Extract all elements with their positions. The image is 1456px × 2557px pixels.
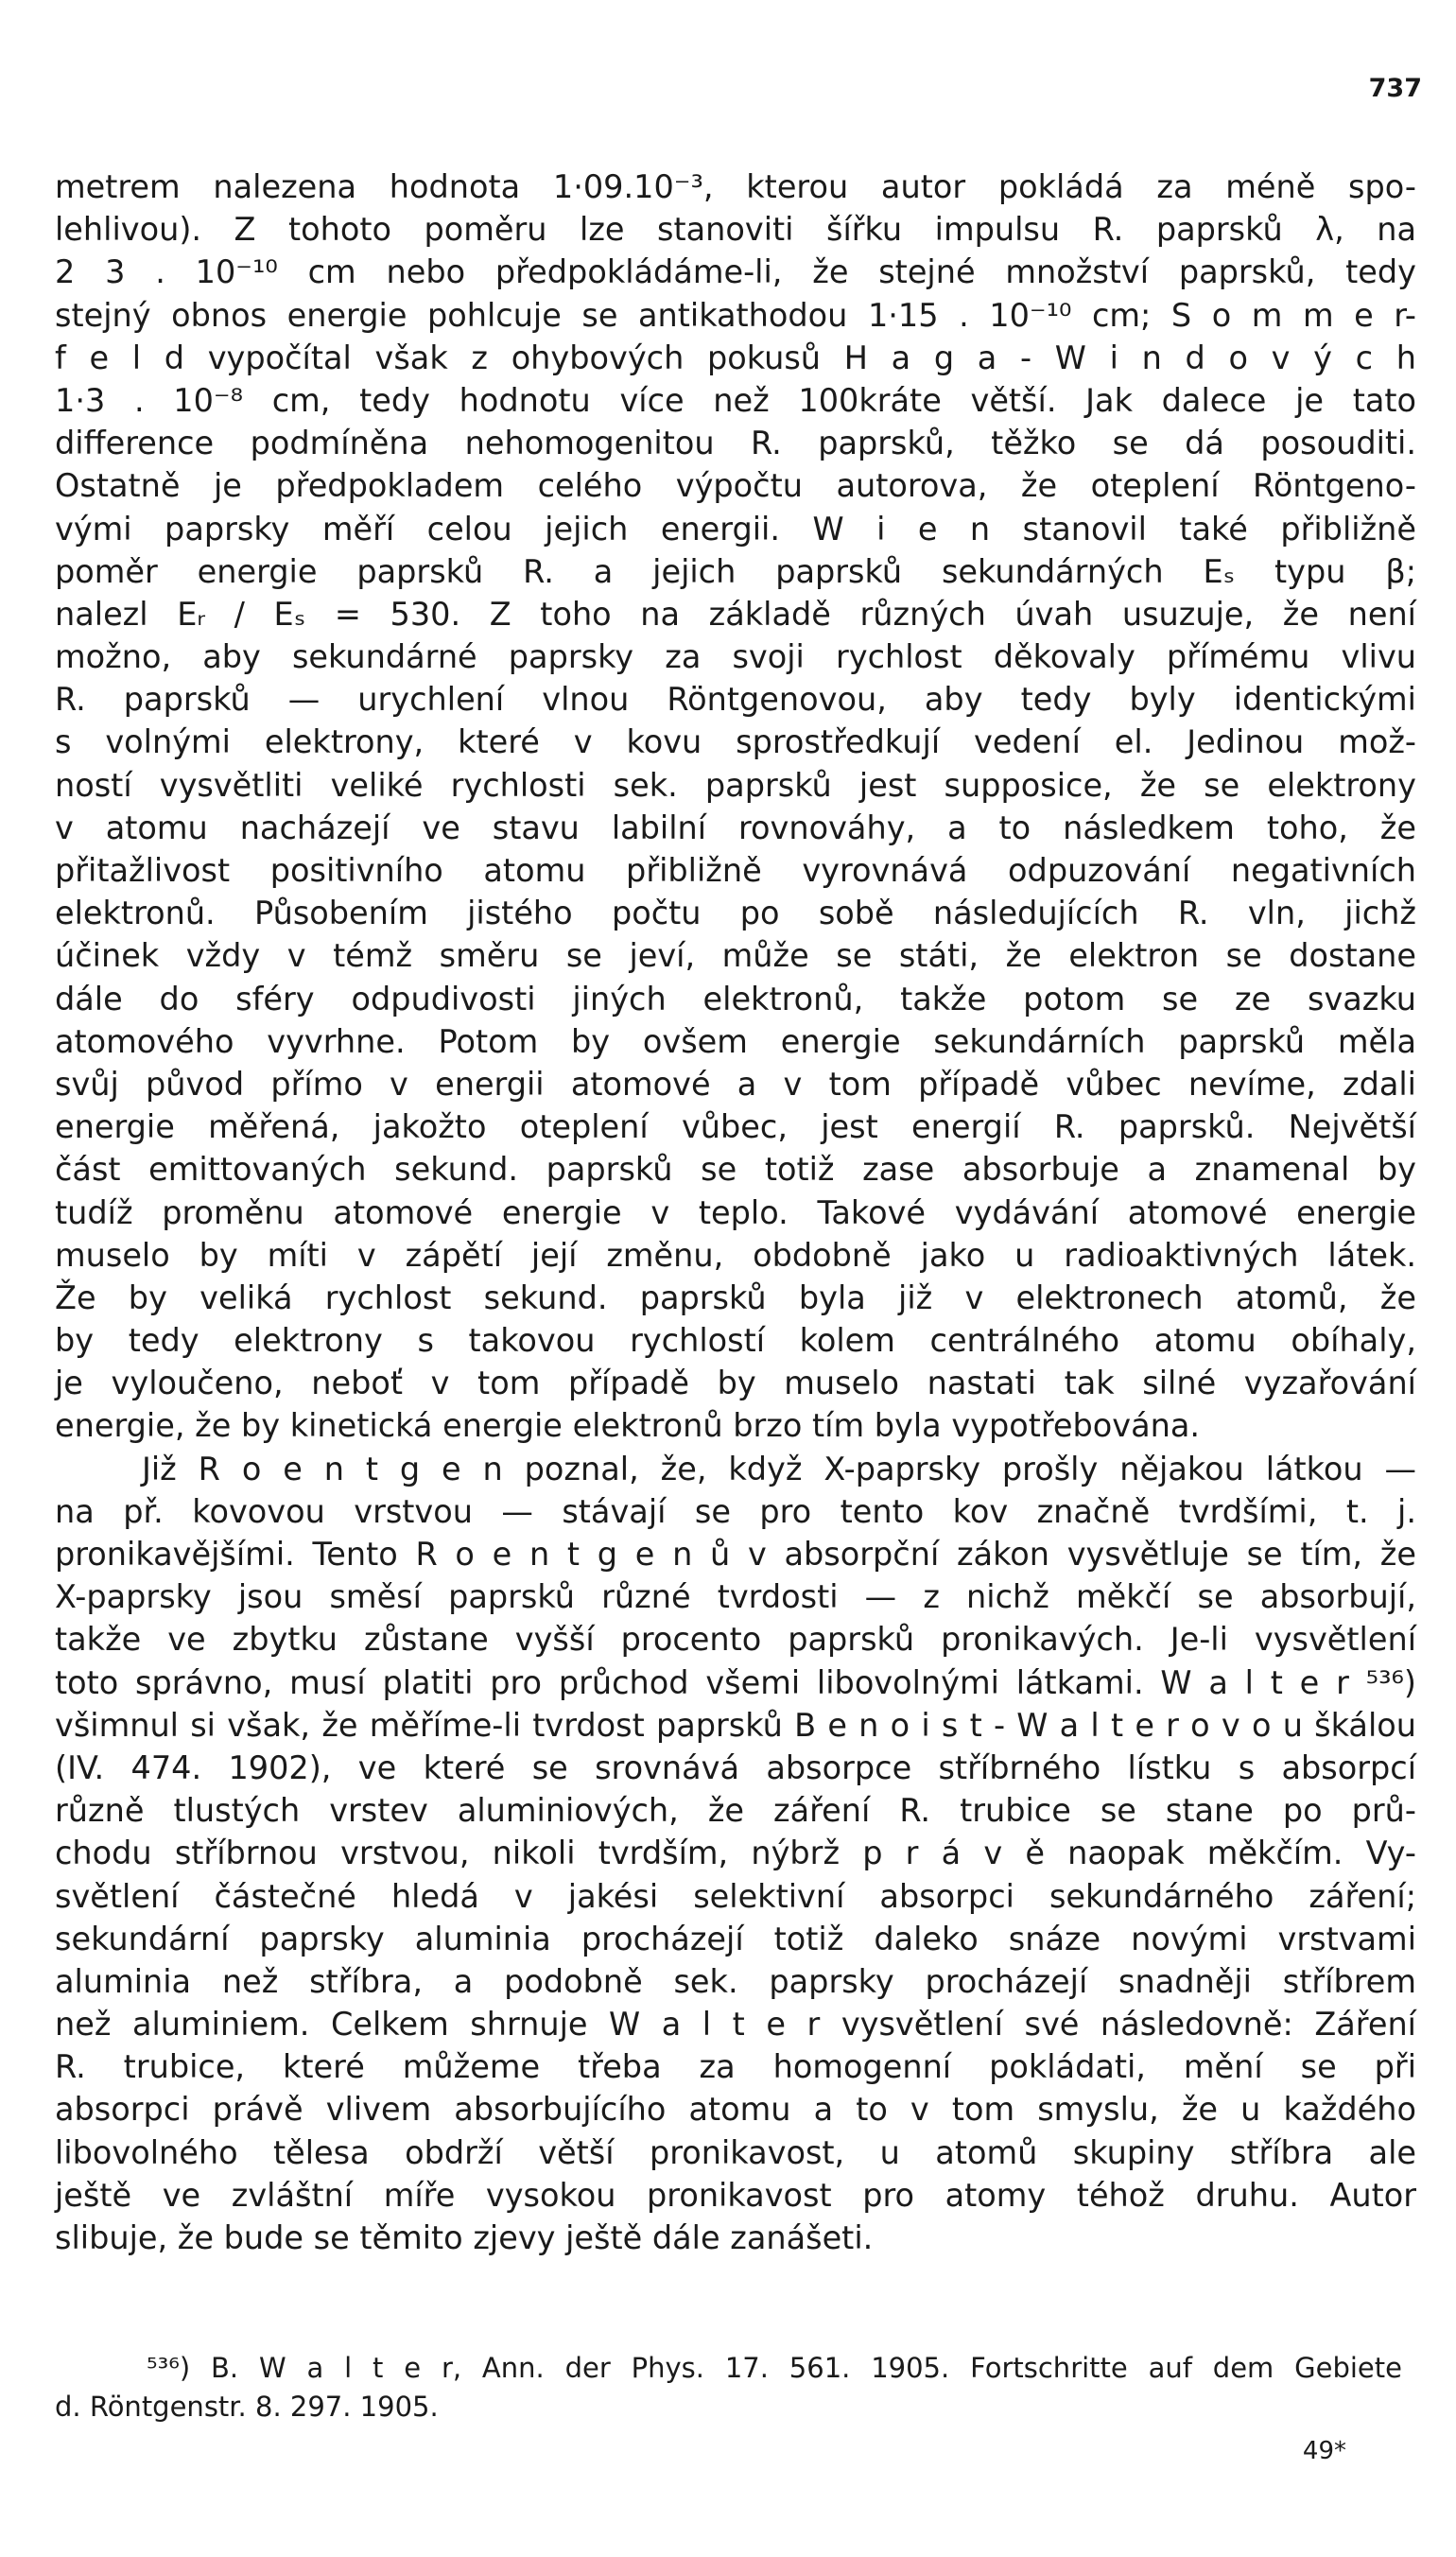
text-line: ještě ve zvláštní míře vysokou pronikavost pro atomy téhož druhu. Autor xyxy=(55,2176,1416,2214)
text-line: by tedy elektrony s takovou rychlostí kolem centrálného atomu obíhaly, xyxy=(55,1322,1416,1360)
text-line: přitažlivost positivního atomu přibližně vyrovnává odpuzování negativních xyxy=(55,852,1416,889)
printer-signature: 49* xyxy=(1302,2437,1346,2465)
footnote xyxy=(55,2349,1402,2427)
text-line: Že by veliká rychlost sekund. paprsků byla již v elektronech atomů, že xyxy=(55,1278,1416,1316)
text-line: různě tlustých vrstev aluminiových, že záření R. trubice se stane po prů- xyxy=(55,1792,1416,1830)
text-line: R. paprsků — urychlení vlnou Röntgenovou, aby tedy byly identickými xyxy=(55,681,1416,719)
paragraph-2 xyxy=(55,1448,1416,2260)
page-number: 737 xyxy=(1368,74,1422,103)
text-line: toto správno, musí platiti pro průchod všemi libovolnými látkami. W a l t e r ⁵³⁶) xyxy=(55,1663,1416,1701)
text-line: R. trubice, které můžeme třeba za homogenní pokládati, mění se při xyxy=(55,2048,1416,2086)
text-line: slibuje, že bude se těmito zjevy ještě dále zanášeti. xyxy=(55,2219,874,2256)
text-line: aluminia než stříbra, a podobně sek. paprsky procházejí snadněji stříbrem xyxy=(55,1962,1416,2000)
text-line: tudíž proměnu atomové energie v teplo. Takové vydávání atomové energie xyxy=(55,1193,1416,1231)
text-line: absorpci právě vlivem absorbujícího atomu a to v tom smyslu, že u každého xyxy=(55,2091,1416,2129)
text-line: s volnými elektrony, které v kovu sprostředkují vedení el. Jedinou mož- xyxy=(55,723,1416,761)
text-line: muselo by míti v zápětí její změnu, obdobně jako u radioaktivných látek. xyxy=(55,1236,1416,1274)
text-line: lehlivou). Z tohoto poměru lze stanoviti šířku impulsu R. paprsků λ, na xyxy=(55,211,1416,249)
text-line: je vyloučeno, neboť v tom případě by muselo nastati tak silné vyzařování xyxy=(55,1365,1416,1402)
text-line: X-paprsky jsou směsí paprsků různé tvrdosti — z nichž měkčí se absorbují, xyxy=(55,1578,1416,1616)
text-line: část emittovaných sekund. paprsků se totiž zase absorbuje a znamenal by xyxy=(55,1151,1416,1189)
text-line: dále do sféry odpudivosti jiných elektronů, takže potom se ze svazku xyxy=(55,980,1416,1018)
text-line: (IV. 474. 1902), ve které se srovnává absorpce stříbrného lístku s absorpcí xyxy=(55,1748,1416,1786)
text-line: nalezl Eᵣ / Eₛ = 530. Z toho na základě různých úvah usuzuje, že není xyxy=(55,595,1416,633)
text-line: možno, aby sekundárné paprsky za svoji rychlost děkovaly přímému vlivu xyxy=(55,638,1416,676)
text-line: než aluminiem. Celkem shrnuje W a l t e r vysvětlení své následovně: Záření xyxy=(55,2006,1416,2044)
text-line: na př. kovovou vrstvou — stávají se pro tento kov značně tvrdšími, t. j. xyxy=(55,1492,1416,1530)
main-text xyxy=(55,165,1416,2259)
footnote-line: ⁵³⁶) B. W a l t e r, Ann. der Phys. 17. 561. 1905. Fortschritte auf dem Gebiete xyxy=(147,2352,1402,2384)
text-line: svůj původ přímo v energii atomové a v tom případě vůbec nevíme, zdali xyxy=(55,1065,1416,1103)
text-line: všimnul si však, že měříme-li tvrdost paprsků B e n o i s t - W a l t e r o v o u škálou xyxy=(55,1706,1416,1744)
text-line: poměr energie paprsků R. a jejich paprsků sekundárných Eₛ typu β; xyxy=(55,552,1416,590)
text-line: ností vysvětliti veliké rychlosti sek. paprsků jest supposice, že se elektrony xyxy=(55,766,1416,804)
text-line: světlení částečné hledá v jakési selektivní absorpci sekundárného záření; xyxy=(55,1877,1416,1915)
text-line: difference podmíněna nehomogenitou R. paprsků, těžko se dá posouditi. xyxy=(55,425,1416,462)
text-line: libovolného tělesa obdrží větší pronikavost, u atomů skupiny stříbra ale xyxy=(55,2133,1416,2171)
text-line: stejný obnos energie pohlcuje se antikathodou 1·15 . 10⁻¹⁰ cm; S o m m e r- xyxy=(55,296,1416,334)
text-line: 1·3 . 10⁻⁸ cm, tedy hodnotu více než 100kráte větší. Jak dalece je tato xyxy=(55,381,1416,419)
text-line: energie, že by kinetická energie elektronů brzo tím byla vypotřebována. xyxy=(55,1407,1201,1445)
text-line: v atomu nacházejí ve stavu labilní rovnováhy, a to následkem toho, že xyxy=(55,809,1416,846)
text-line: Již R o e n t g e n poznal, že, když X-paprsky prošly nějakou látkou — xyxy=(142,1450,1416,1487)
text-line: Ostatně je předpokladem celého výpočtu autorova, že oteplení Röntgeno- xyxy=(55,467,1416,505)
text-line: účinek vždy v témž směru se jeví, může se státi, že elektron se dostane xyxy=(55,937,1416,975)
text-line: atomového vyvrhne. Potom by ovšem energie sekundárních paprsků měla xyxy=(55,1022,1416,1060)
text-line: energie měřená, jakožto oteplení vůbec, jest energií R. paprsků. Největší xyxy=(55,1108,1416,1146)
text-line: pronikavějšími. Tento R o e n t g e n ů v absorpční zákon vysvětluje se tím, že xyxy=(55,1536,1416,1573)
text-line: vými paprsky měří celou jejich energii. W i e n stanovil také přibližně xyxy=(55,510,1416,548)
paragraph-1 xyxy=(55,165,1416,1448)
text-line: 2 3 . 10⁻¹⁰ cm nebo předpokládáme-li, že stejné množství paprsků, tedy xyxy=(55,253,1416,291)
footnote-line: d. Röntgenstr. 8. 297. 1905. xyxy=(55,2391,439,2423)
text-line: sekundární paprsky aluminia procházejí totiž daleko snáze novými vrstvami xyxy=(55,1920,1416,1957)
text-line: metrem nalezena hodnota 1·09.10⁻³, kterou autor pokládá za méně spo- xyxy=(55,168,1416,205)
text-line: chodu stříbrnou vrstvou, nikoli tvrdším, nýbrž p r á v ě naopak měkčím. Vy- xyxy=(55,1835,1416,1872)
text-line: takže ve zbytku zůstane vyšší procento paprsků pronikavých. Je-li vysvětlení xyxy=(55,1621,1416,1659)
text-line: elektronů. Působením jistého počtu po sobě následujících R. vln, jichž xyxy=(55,895,1416,932)
text-line: f e l d vypočítal však z ohybových pokusů H a g a - W i n d o v ý c h xyxy=(55,339,1416,376)
